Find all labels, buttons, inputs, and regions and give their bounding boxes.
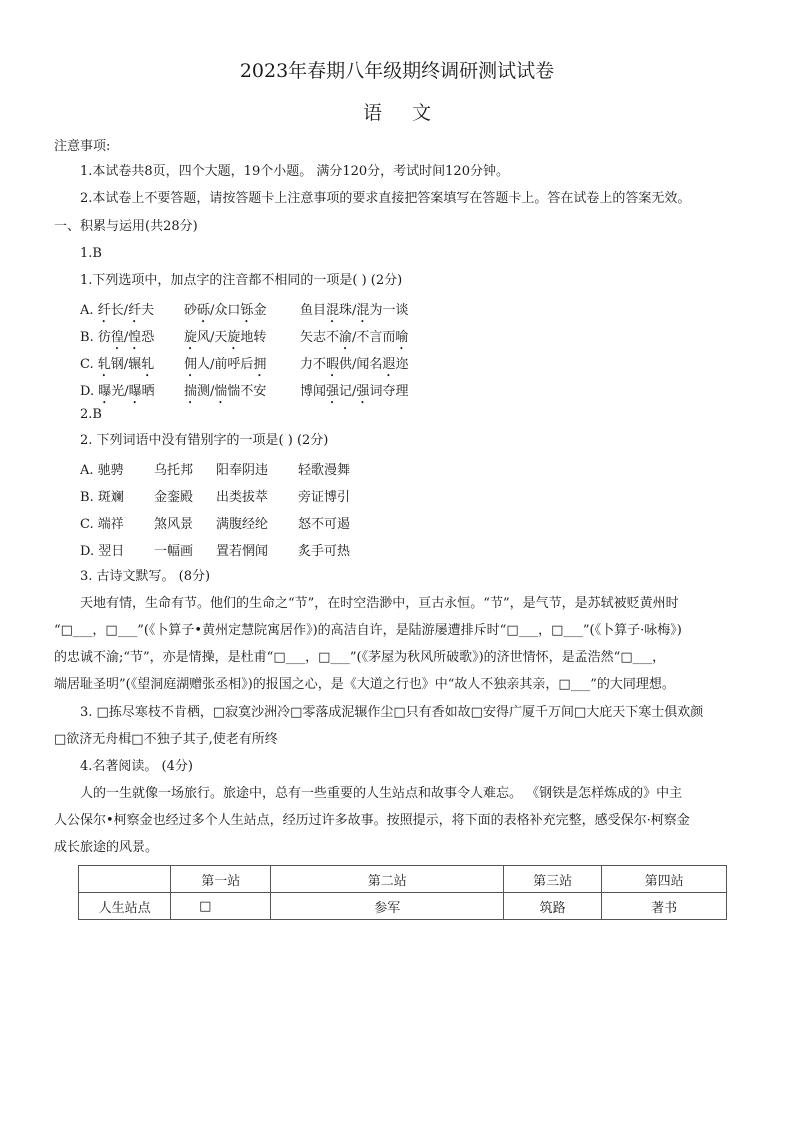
q1-b-part3: 矢志不渝/不言而喻 [300, 330, 409, 345]
q2-c-word: 怒不可遏 [298, 517, 351, 532]
q1-c-part3: 力不暇供/闻名遐迩 [300, 357, 409, 372]
table-header-row [79, 866, 727, 893]
q2-option-b [80, 486, 350, 505]
q1-c-part1: C. 轧钢/辗轧 [80, 357, 155, 372]
q4-passage-line: 人的一生就像一场旅行。旅途中，总有一些重要的人生站点和故事令人难忘。 《钢铁是怎样炼成的》中主 [80, 786, 683, 801]
question-3-stem: 3. 古诗文默写。 (8分) [80, 569, 211, 584]
q2-option-a [80, 459, 350, 478]
q2-a-word: 阳奉阴违 [216, 463, 269, 478]
q1-option-b [80, 326, 408, 353]
q3-answer-line: □欲济无舟楫□不独子其子,使老有所终 [54, 732, 278, 747]
q2-b-word: 旁证博引 [298, 490, 351, 505]
row-label: 人生站点 [79, 893, 171, 920]
question-4-stem: 4.名著阅读。 (4分) [80, 759, 193, 774]
q1-a-part3: 鱼目混珠/混为一谈 [300, 303, 409, 318]
q4-passage-line: 成长旅途的风景。 [54, 840, 159, 855]
table-cell: 著书 [602, 893, 727, 920]
table-cell: □ [171, 893, 271, 920]
q2-b-word: 金銮殿 [154, 490, 194, 505]
q2-option-c [80, 513, 350, 532]
q3-passage-line: “□___，□___”(《卜算子•黄州定慧院寓居作》)的高洁自许，是陆游屡遭排斥时“□___，□___”(《卜算子·咏梅》) [54, 623, 682, 638]
answer-1: 1.B [80, 246, 102, 261]
table-header-cell: 第一站 [171, 866, 271, 893]
q1-b-part2: 旋风/天旋地转 [184, 330, 267, 345]
q2-a-word: A. 驰骋 [80, 463, 124, 478]
q2-b-word: B. 斑斓 [80, 490, 124, 505]
q1-d-part3: 博闻强记/强词夺理 [300, 384, 409, 399]
table-row [79, 893, 727, 920]
table-header-cell [79, 866, 171, 893]
q3-answer-line: 3. □拣尽寒枝不肯栖，□寂寞沙洲冷□零落成泥辗作尘□只有香如故□安得广厦千万间□大庇天下寒士俱欢颜 [80, 705, 704, 720]
table-cell: 筑路 [504, 893, 602, 920]
exam-title: 2023年春期八年级期终调研测试试卷 [239, 60, 555, 82]
table-header-cell: 第二站 [271, 866, 504, 893]
q2-b-word: 出类拔萃 [216, 490, 269, 505]
q2-c-word: C. 端祥 [80, 517, 124, 532]
q1-option-a [80, 299, 408, 326]
q4-passage-line: 人公保尔•柯察金也经过多个人生站点，经历过许多故事。按照提示，将下面的表格补充完整，感受保尔·柯察金 [54, 813, 690, 828]
q1-option-d [80, 380, 408, 407]
q2-a-word: 轻歌漫舞 [298, 463, 351, 478]
q1-d-part2: 揣测/惴惴不安 [184, 384, 267, 399]
life-stations-table [78, 865, 727, 920]
q3-passage-line: 端居耻圣明”(《望洞庭湖赠张丞相》)的报国之心，是《大道之行也》中“故人不独亲其亲，□___”的大同理想。 [54, 677, 675, 692]
q3-passage-line: 的忠诚不渝;“节”，亦是情操，是杜甫“□___，□___”(《茅屋为秋风所破歌》)的济世情怀，是孟浩然“□___， [54, 650, 666, 665]
q2-d-word: 炙手可热 [298, 544, 351, 559]
q2-c-word: 煞风景 [154, 517, 194, 532]
question-1-stem: 1.下列选项中，加点字的注音都不相同的一项是( ) (2分) [80, 273, 403, 288]
subject-title: 语文 [362, 102, 461, 124]
q1-a-part1: A. 纤长/纤夫 [80, 303, 155, 318]
section-heading: 一、积累与运用(共28分) [54, 219, 198, 234]
question-2-stem: 2. 下列词语中没有错别字的一项是( ) (2分) [80, 433, 329, 448]
answer-2: 2.B [80, 407, 102, 422]
q2-option-d [80, 540, 350, 559]
notice-item: 1.本试卷共8页，四个大题，19个小题。 满分120分，考试时间120分钟。 [80, 164, 509, 179]
q2-d-word: 一幅画 [154, 544, 194, 559]
notice-item: 2.本试卷上不要答题，请按答题卡上注意事项的要求直接把答案填写在答题卡上。答在试卷上的答案无效。 [80, 191, 691, 206]
q1-b-part1: B. 彷徨/惶恐 [80, 330, 155, 345]
table-cell: 参军 [271, 893, 504, 920]
table-header-cell: 第三站 [504, 866, 602, 893]
q2-c-word: 满腹经纶 [216, 517, 269, 532]
q1-c-part2: 佣人/前呼后拥 [184, 357, 267, 372]
table-header-cell: 第四站 [602, 866, 727, 893]
q2-d-word: D. 翌日 [80, 544, 125, 559]
notice-heading: 注意事项: [54, 139, 111, 154]
q2-d-word: 置若惘闻 [216, 544, 269, 559]
q3-passage-line: 天地有情，生命有节。他们的生命之“节”，在时空浩渺中，亘古永恒。“节”，是气节，是苏轼被贬黄州时 [80, 596, 679, 611]
q1-d-part1: D. 曝光/曝晒 [80, 384, 155, 399]
q1-option-c [80, 353, 408, 380]
q1-a-part2: 砂砾/众口铄金 [184, 303, 267, 318]
q2-a-word: 乌托邦 [154, 463, 194, 478]
